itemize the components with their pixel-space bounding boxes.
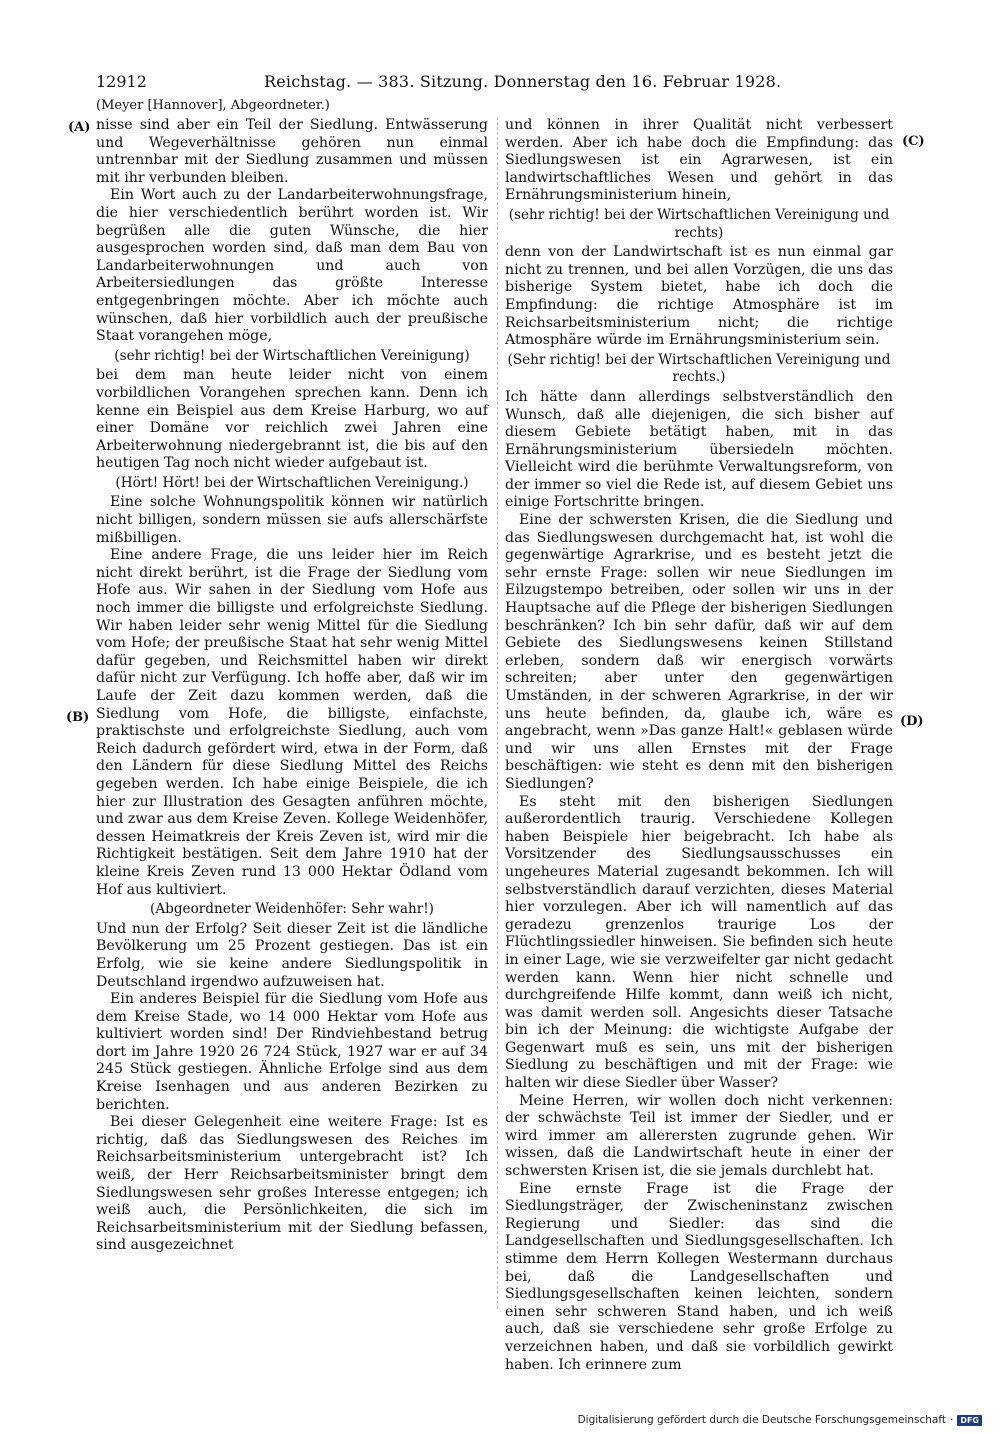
running-title: Reichstag. — 383. Sitzung. Donnerstag den 16. Februar 1928. xyxy=(264,72,782,91)
interjection: (Sehr richtig! bei der Wirtschaftlichen Vereinigung und rechts.) xyxy=(507,351,891,386)
interjection: (sehr richtig! bei der Wirtschaftlichen Vereinigung und rechts) xyxy=(508,206,890,241)
paragraph: denn von der Landwirtschaft ist es nun einmal gar nicht zu trennen, und bei allen Vorzügen, die uns das bisherige System bietet, habe ich doch die Empfindung: die richtige Atmosphäre ist im Reichsarbeitsministerium nicht; die richtige Atmosphäre würde im Ernährungsministerium sein. xyxy=(505,244,893,349)
footer-credit xyxy=(578,1414,982,1426)
margin-marker-d: (D) xyxy=(900,714,924,729)
paragraph: Eine andere Frage, die uns leider hier im Reich nicht direkt berührt, ist die Frage der Siedlung vom Hofe aus. Wir sahen in der Siedlung vom Hofe aus noch immer die billigste und erfolgreichste Siedlung. Wir haben leider sehr wenig Mittel für die Siedlung vom Hofe; der preußische Staat hat sehr wenig Mittel dafür gegeben, und Reichsmittel haben wir direkt dafür nicht zur Verfügung. Ich hoffe aber, daß wir im Laufe der Zeit dazu kommen werden, daß die Siedlung vom Hofe, die billigste, einfachste, praktischste und erfolgreichste Siedlung, auch vom Reich dadurch gefördert wird, etwa in der Form, daß den Ländern für diese Siedlung Mittel des Reichs gegeben werden. Ich habe einige Beispiele, die ich hier zur Illustration des Gesagten anführen möchte, und zwar aus dem Kreise Zeven. Kollege Weidenhöfer, dessen Heimatkreis der Kreis Zeven ist, wird mir die Richtigkeit bestätigen. Seit dem Jahre 1910 hat der kleine Kreis Zeven rund 13 000 Hektar Ödland vom Hof aus kultiviert. xyxy=(96,547,488,898)
paragraph: Bei dieser Gelegenheit eine weitere Frage: Ist es richtig, daß das Siedlungswesen des Reiches im Reichsarbeitsministerium untergebracht ist? Ich weiß, der Herr Reichsarbeitsminister bringt dem Siedlungswesen sehr großes Interesse entgegen; ich weiß auch, die Persönlichkeiten, die sich im Reichsarbeitsministerium mit der Siedlung befassen, sind ausgezeichnet xyxy=(96,1114,488,1254)
paragraph: nisse sind aber ein Teil der Siedlung. Entwässerung und Wegeverhältnisse gehören nun einmal untrennbar mit der Siedlung zusammen und müssen mit ihr verbunden bleiben. xyxy=(96,117,488,186)
speaker-line: (Meyer [Hannover], Abgeordneter.) xyxy=(96,98,330,113)
interjection: (Hört! Hört! bei der Wirtschaftlichen Vereinigung.) xyxy=(115,474,469,491)
paragraph: und können in ihrer Qualität nicht verbessert werden. Aber ich habe doch die Empfindung: das Siedlungswesen ist ein Agrarwesen, ist ein landwirtschaftliches Wesen und gehört in das Ernährungsministerium hinein, xyxy=(505,117,893,204)
paragraph: Es steht mit den bisherigen Siedlungen außerordentlich traurig. Verschiedene Kollegen haben Beispiele hier beigebracht. Ich habe als Vorsitzender des Siedlungsausschusses ein ungeheures Material zugesandt bekommen. Ich will selbstverständlich darauf verzichten, dieses Material hier vorzulegen. Aber ich will namentlich auf das geradezu grenzenlos traurige Los der Flüchtlingssiedler hinweisen. Sie befinden sich heute in einer Lage, wie sie verzweifelter gar nicht gedacht werden kann. Wenn hier nicht schnelle und durchgreifende Hilfe kommt, dann weiß ich nicht, was damit werden soll. Angesichts dieser Tatsache bin ich der Meinung: die wichtigste Aufgabe der Gegenwart muß es sein, uns mit der bisherigen Siedlung zu beschäftigen und mit der Frage: wie halten wir diese Siedler über Wasser? xyxy=(505,793,893,1092)
paragraph: Eine solche Wohnungspolitik können wir natürlich nicht billigen, sondern müssen sie aufs allerschärfste mißbilligen. xyxy=(96,494,488,546)
margin-marker-b: (B) xyxy=(66,710,90,725)
paragraph: Ein Wort auch zu der Landarbeiterwohnungsfrage, die hier verschiedentlich berührt worden ist. Wir begrüßen alle die guten Wünsche, die hier ausgesprochen worden sind, daß man dem Bau von Landarbeiterwohnungen und auch von Arbeitersiedlungen das größte Interesse entgegenbringen möchte. Aber ich möchte auch wünschen, daß hier vorbildlich auch der preußische Staat vorangehen möge, xyxy=(96,187,488,345)
page-header xyxy=(96,72,892,98)
paragraph: Und nun der Erfolg? Seit dieser Zeit ist die ländliche Bevölkerung um 25 Prozent gestiegen. Das ist ein Erfolg, wie sie keine andere Siedlungspolitik in Deutschland irgendwo aufzuweisen hat. xyxy=(96,920,488,990)
interjection: (sehr richtig! bei der Wirtschaftlichen Vereinigung) xyxy=(114,347,470,364)
paragraph: Eine der schwersten Krisen, die die Siedlung und das Siedlungswesen durchgemacht hat, ist wohl die gegenwärtige Agrarkrise, und es besteht jetzt die sehr ernste Frage: sollen wir neue Siedlungen im Eilzugstempo betreiben, oder sollen wir uns in der Hauptsache auf die Pflege der bisherigen Siedlungen beschränken? Ich bin sehr dafür, daß wir auf dem Gebiete des Siedlungswesens keinen Stillstand erleben, sondern daß wir energisch vorwärts schreiten; aber unter den gegenwärtigen Umständen, in der schweren Agrarkrise, in der wir uns heute befinden, da, glaube ich, wäre es angebracht, wenn »Das ganze Halt!« geblasen würde und wir uns allen Ernstes mit der Frage beschäftigen: wie steht es denn mit den bisherigen Siedlungen? xyxy=(505,512,893,792)
paragraph: Eine ernste Frage ist die Frage der Siedlungsträger, der Zwischeninstanz zwischen Regierung und Siedler: das sind die Landgesellschaften und Siedlungsgesellschaften. Ich stimme dem Herrn Kollegen Westermann durchaus bei, daß die Landgesellschaften und Siedlungsgesellschaften keinen leichten, sondern einen sehr schweren Stand haben, und ich weiß auch, daß sie verschiedene sehr große Erfolge zu verzeichnen haben, und daß sie vorbildlich gewirkt haben. Ich erinnere zum xyxy=(505,1180,893,1373)
margin-marker-c: (C) xyxy=(902,134,925,149)
paragraph: Ein anderes Beispiel für die Siedlung vom Hofe aus dem Kreise Stade, wo 14 000 Hektar vom Hofe aus kultiviert worden sind! Der Rindviehbestand betrug dort im Jahre 1920 26 724 Stück, 1927 war er auf 34 245 Stück gestiegen. Ähnliche Erfolge sind aus dem Kreise Isenhagen und aus anderen Bezirken zu berichten. xyxy=(96,991,488,1113)
interjection: (Abgeordneter Weidenhöfer: Sehr wahr!) xyxy=(150,901,434,918)
page-number: 12912 xyxy=(96,72,147,91)
paragraph: Meine Herren, wir wollen doch nicht verkennen: der schwächste Teil ist immer der Siedler, und er wird immer am allerersten zugrunde gehen. Wir wissen, daß die Landwirtschaft heute in einer der schwersten Krisen ist, die sie jemals durchlebt hat. xyxy=(505,1092,893,1180)
paragraph: Ich hätte dann allerdings selbstverständlich den Wunsch, daß alle diejenigen, die sich bisher auf diesem Gebiete betätigt haben, mit in das Ernährungsministerium übersiedeln möchten. Vielleicht wird die berühmte Verwaltungsreform, von der immer so viel die Rede ist, auf diesem Gebiet uns einige Fortschritte bringen. xyxy=(505,388,893,511)
margin-marker-a: (A) xyxy=(68,120,91,135)
right-column xyxy=(505,117,893,1374)
left-column xyxy=(96,117,488,1255)
paragraph: bei dem man heute leider nicht von einem vorbildlichen Vorangehen sprechen kann. Denn ich kenne ein Beispiel aus dem Kreise Harburg, wo auf einer Domäne vor reichlich zwei Jahren eine Arbeiterwohnung niedergebrannt ist, die bis auf den heutigen Tag noch nicht wieder aufgebaut ist. xyxy=(96,367,488,472)
footer-text: Digitalisierung gefördert durch die Deutsche Forschungsgemeinschaft xyxy=(577,1414,946,1426)
separator-dot: · xyxy=(949,1414,954,1426)
dfg-logo: DFG xyxy=(957,1415,982,1426)
column-divider xyxy=(497,117,498,1309)
